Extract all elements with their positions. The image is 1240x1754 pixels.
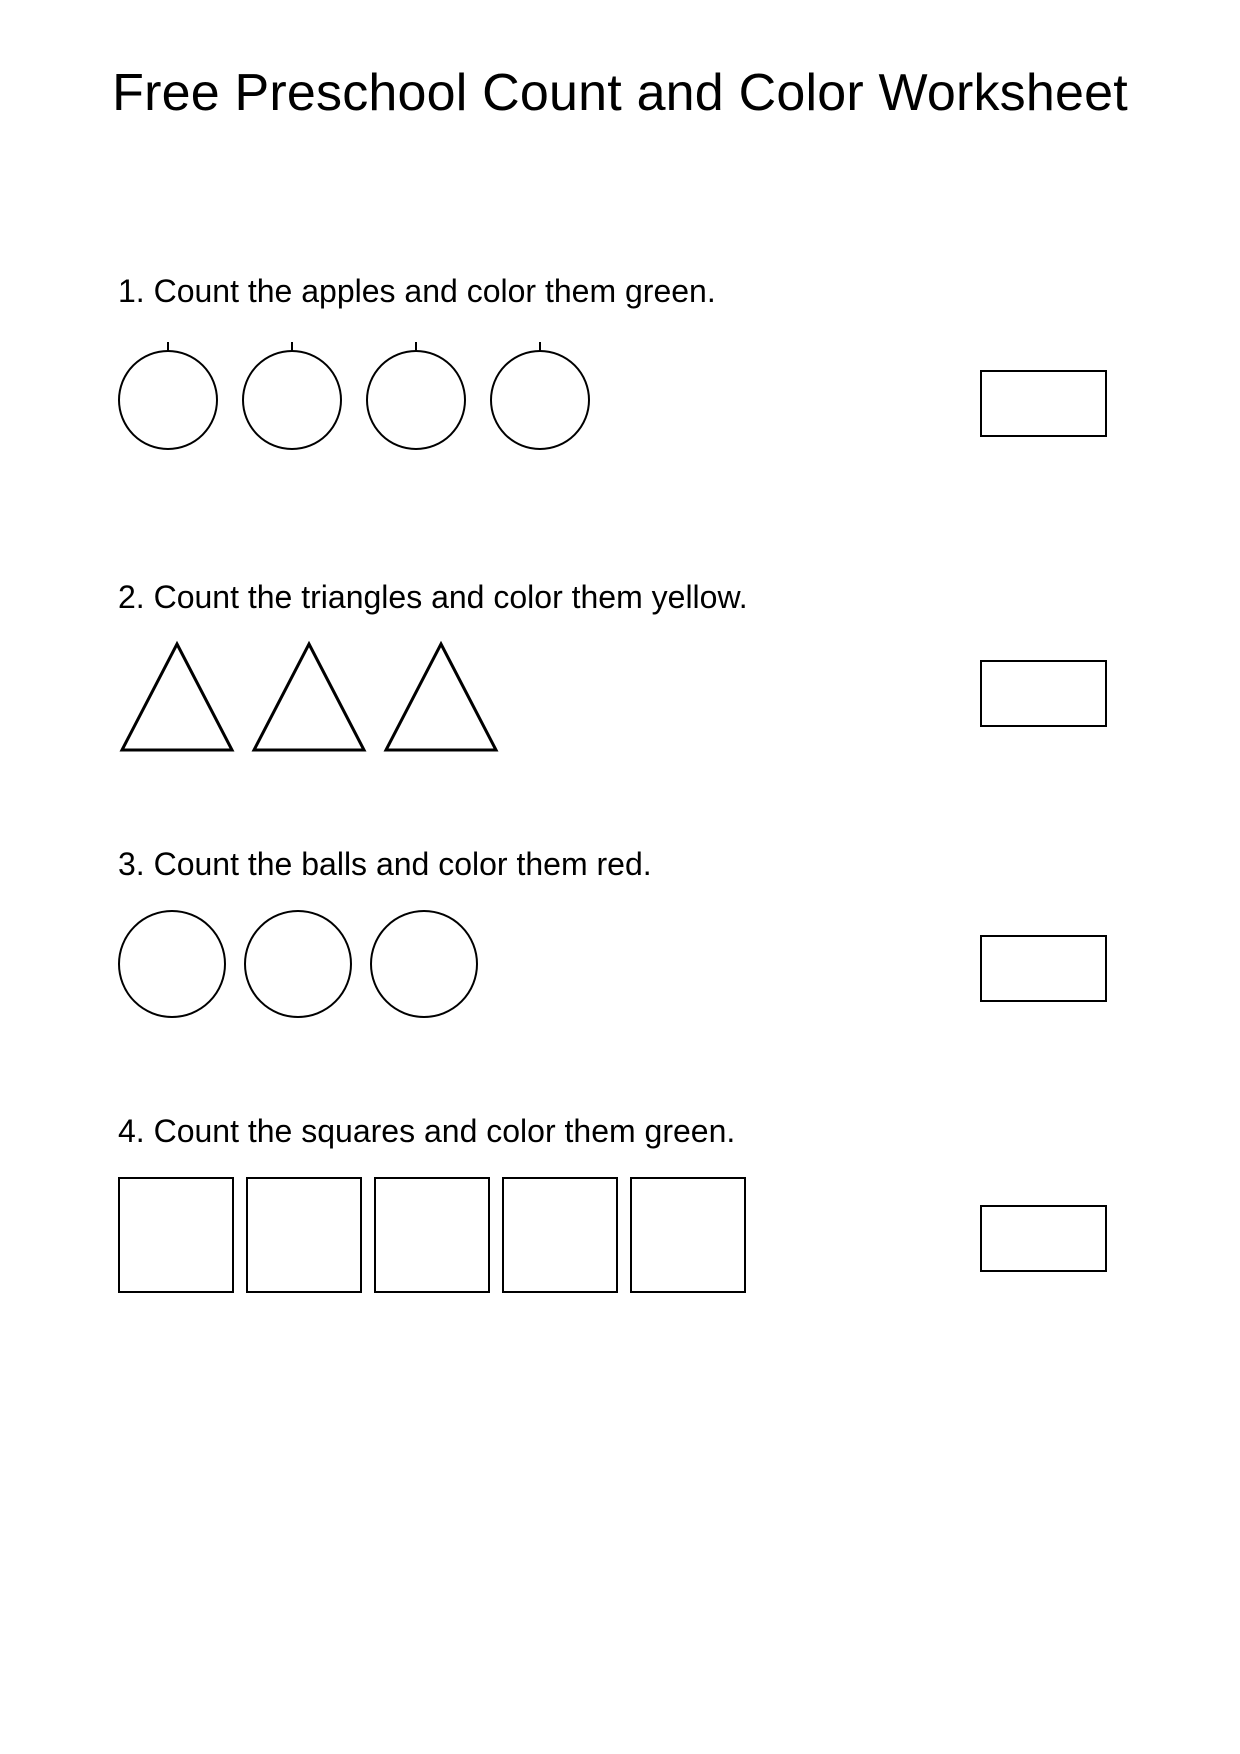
- square-icon[interactable]: [246, 1177, 362, 1293]
- triangle-icon[interactable]: [382, 640, 500, 754]
- answer-box-3[interactable]: [980, 935, 1107, 1002]
- apple-icon[interactable]: [118, 342, 218, 442]
- question-4-text: 4. Count the squares and color them green.: [118, 1113, 736, 1149]
- ball-icon[interactable]: [244, 910, 352, 1018]
- answer-box-1[interactable]: [980, 370, 1107, 437]
- square-icon[interactable]: [118, 1177, 234, 1293]
- square-icon[interactable]: [630, 1177, 746, 1293]
- ball-icon[interactable]: [370, 910, 478, 1018]
- apple-body-icon: [490, 350, 590, 450]
- apple-body-icon: [242, 350, 342, 450]
- apple-icon[interactable]: [490, 342, 590, 442]
- apple-icon[interactable]: [242, 342, 342, 442]
- question-1-text: 1. Count the apples and color them green.: [118, 273, 716, 309]
- question-2-text: 2. Count the triangles and color them yellow.: [118, 579, 748, 615]
- page-title: Free Preschool Count and Color Worksheet: [112, 64, 1128, 122]
- ball-icon[interactable]: [118, 910, 226, 1018]
- answer-box-4[interactable]: [980, 1205, 1107, 1272]
- square-icon[interactable]: [502, 1177, 618, 1293]
- apple-body-icon: [366, 350, 466, 450]
- question-2-shapes: [118, 640, 514, 754]
- apple-icon[interactable]: [366, 342, 466, 442]
- question-3-shapes: [118, 910, 496, 1018]
- question-3-text: 3. Count the balls and color them red.: [118, 846, 652, 882]
- apple-body-icon: [118, 350, 218, 450]
- triangle-icon[interactable]: [250, 640, 368, 754]
- answer-box-2[interactable]: [980, 660, 1107, 727]
- square-icon[interactable]: [374, 1177, 490, 1293]
- triangle-icon[interactable]: [118, 640, 236, 754]
- question-1-shapes: [118, 342, 614, 442]
- question-4-shapes: [118, 1177, 758, 1293]
